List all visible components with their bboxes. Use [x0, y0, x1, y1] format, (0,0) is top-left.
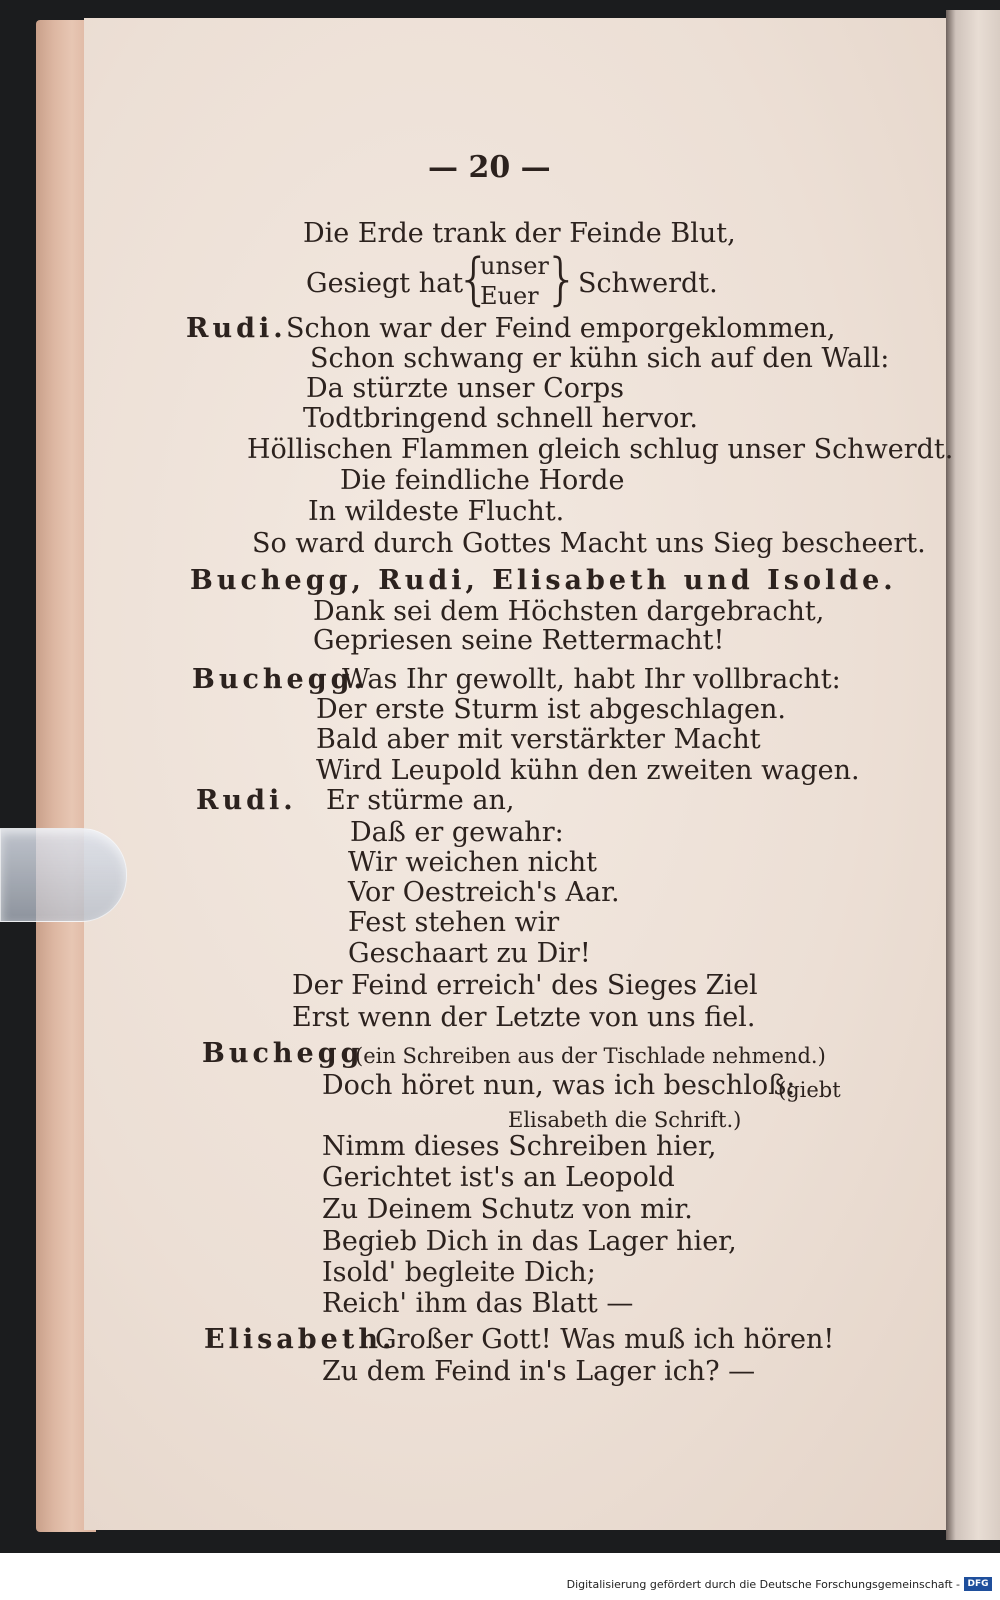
- verse-line: Was Ihr gewollt, habt Ihr vollbracht:: [342, 664, 841, 695]
- verse-line: Gerichtet ist's an Leopold: [322, 1162, 675, 1193]
- footer-bar: [0, 1553, 1000, 1600]
- left-brace: {: [456, 247, 492, 312]
- verse-line: Die feindliche Horde: [340, 465, 625, 496]
- verse-line: Der erste Sturm ist abgeschlagen.: [316, 694, 786, 725]
- verse-line: Großer Gott! Was muß ich hören!: [375, 1324, 835, 1355]
- verse-line: Daß er gewahr:: [350, 817, 564, 848]
- speaker: Buchegg, Rudi, Elisabeth und Isolde.: [190, 565, 897, 596]
- variant-word: unser: [480, 252, 549, 280]
- speaker: Buchegg: [202, 1038, 364, 1069]
- variant-word: Euer: [480, 282, 539, 310]
- verse-line: Nimm dieses Schreiben hier,: [322, 1131, 717, 1162]
- verse-line: Schon war der Feind emporgeklommen,: [286, 313, 836, 344]
- verse-line: Vor Oestreich's Aar.: [348, 877, 620, 908]
- speaker: Rudi.: [186, 313, 287, 344]
- verse-line: Gepriesen seine Rettermacht!: [313, 625, 725, 656]
- verse-line: Gesiegt hat: [306, 268, 464, 299]
- verse-line: Isold' begleite Dich;: [322, 1257, 596, 1288]
- page-number: — 20 —: [428, 150, 551, 185]
- stage-direction: (giebt: [778, 1078, 841, 1102]
- verse-line: Dank sei dem Höchsten dargebracht,: [313, 596, 825, 627]
- right-brace: }: [544, 247, 580, 312]
- verse-line: Geschaart zu Dir!: [348, 938, 591, 969]
- verse-line: Zu Deinem Schutz von mir.: [322, 1194, 693, 1225]
- verse-line: Da stürzte unser Corps: [306, 373, 625, 404]
- verse-line: Bald aber mit verstärkter Macht: [316, 724, 761, 755]
- verse-line: Erst wenn der Letzte von uns fiel.: [292, 1002, 756, 1033]
- verse-line: Die Erde trank der Feinde Blut,: [303, 218, 736, 249]
- speaker: Elisabeth.: [204, 1324, 396, 1355]
- dfg-logo: DFG: [964, 1577, 992, 1591]
- verse-line: In wildeste Flucht.: [308, 496, 565, 527]
- stage-direction: (ein Schreiben aus der Tischlade nehmend.): [355, 1044, 826, 1068]
- verse-line: Fest stehen wir: [348, 907, 560, 938]
- verse-line: Schon schwang er kühn sich auf den Wall:: [310, 343, 890, 374]
- verse-line: Wir weichen nicht: [348, 847, 597, 878]
- footer-credit: Digitalisierung gefördert durch die Deutsche Forschungsgemeinschaft -: [566, 1578, 960, 1591]
- verse-line: Begieb Dich in das Lager hier,: [322, 1226, 737, 1257]
- speaker: Buchegg.: [192, 664, 367, 695]
- verse-line: Er stürme an,: [326, 785, 515, 816]
- verse-line: Zu dem Feind in's Lager ich? —: [322, 1356, 756, 1387]
- stage-direction: Elisabeth die Schrift.): [508, 1108, 742, 1132]
- verse-line: Schwerdt.: [578, 268, 718, 299]
- verse-line: Todtbringend schnell hervor.: [303, 403, 698, 434]
- verse-line: So ward durch Gottes Macht uns Sieg bescheert.: [252, 528, 926, 559]
- verse-line: Der Feind erreich' des Sieges Ziel: [292, 970, 758, 1001]
- verse-line: Doch höret nun, was ich beschloß:: [322, 1070, 796, 1101]
- verse-line: Höllischen Flammen gleich schlug unser Schwerdt.: [247, 434, 954, 465]
- verse-line: Reich' ihm das Blatt —: [322, 1288, 634, 1319]
- verse-line: Wird Leupold kühn den zweiten wagen.: [316, 755, 860, 786]
- speaker: Rudi.: [196, 785, 297, 816]
